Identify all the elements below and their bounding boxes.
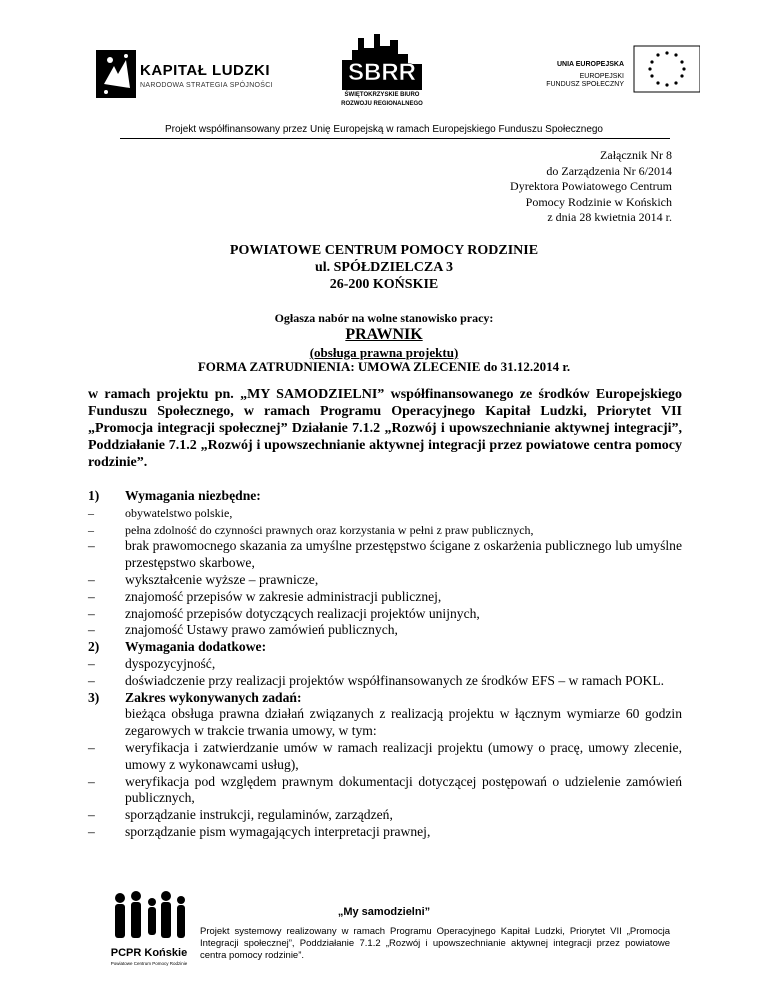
list-item-text: weryfikacja pod względem prawnym dokumentacji dotyczącej postępowań o udzielenie zamówień publicznych, bbox=[125, 773, 682, 806]
section-title: Zakres wykonywanych zadań: bbox=[125, 689, 302, 705]
list-item-text: sporządzanie pism wymagających interpretacji prawnej, bbox=[125, 823, 431, 839]
list-item bbox=[88, 673, 682, 690]
list-item-text: znajomość przepisów w zakresie administracji publicznej, bbox=[125, 588, 442, 604]
list-item-text: pełna zdolność do czynności prawnych oraz korzystania w pełni z praw publicznych, bbox=[125, 522, 534, 537]
annex-line: do Zarządzenia Nr 6/2014 bbox=[546, 163, 672, 178]
dash-marker: – bbox=[88, 739, 95, 755]
header-divider bbox=[120, 138, 670, 139]
list-item-text: weryfikacja i zatwierdzanie umów w ramach realizacji projektu (umowy o pracę, umowy zlecenie, umowy z wykonawcami usług), bbox=[125, 739, 682, 772]
list-item bbox=[88, 538, 682, 572]
list-item bbox=[88, 572, 682, 589]
position-title: PRAWNIK bbox=[345, 326, 423, 343]
list-item-text: dyspozycyjność, bbox=[125, 655, 216, 671]
dash-marker: – bbox=[88, 588, 95, 604]
org-street: ul. SPÓŁDZIELCZA 3 bbox=[314, 260, 454, 275]
pcpr-logo bbox=[106, 886, 192, 970]
list-item-text: znajomość przepisów dotyczących realizacji projektów unijnych, bbox=[125, 605, 480, 621]
list-item-text: brak prawomocnego skazania za umyślne przestępstwo ścigane z oskarżenia publicznego lub umyślne przestępstwo skarbowe, bbox=[125, 538, 682, 571]
dash-marker: – bbox=[88, 807, 95, 823]
sbrr-line2: ROZWOJU REGIONALNEGO bbox=[341, 101, 423, 107]
pcpr-logo-name: PCPR Końskie bbox=[110, 947, 188, 959]
list-item-text: sporządzanie instrukcji, regulaminów, zarządzeń, bbox=[125, 807, 393, 823]
list-item bbox=[88, 622, 682, 639]
dash-marker: – bbox=[88, 571, 95, 587]
dash-marker: – bbox=[88, 538, 95, 554]
annex-block bbox=[412, 148, 672, 226]
section-marker: 2) bbox=[88, 639, 100, 655]
section-marker: 3) bbox=[88, 689, 100, 705]
requirements-list bbox=[88, 488, 682, 841]
list-item bbox=[88, 606, 682, 623]
dash-marker: – bbox=[88, 605, 95, 621]
eu-line1: UNIA EUROPEJSKA bbox=[556, 61, 624, 68]
dash-marker: – bbox=[88, 773, 95, 789]
sbrr-logo-text: SBRR bbox=[347, 59, 417, 86]
sbrr-logo bbox=[318, 30, 446, 110]
annex-line: Dyrektora Powiatowego Centrum bbox=[510, 179, 672, 193]
employment-form: FORMA ZATRUDNIENIA: UMOWA ZLECENIE do 31.12.2014 r. bbox=[197, 359, 571, 374]
section-marker: 1) bbox=[88, 488, 100, 503]
people-silhouettes-icon bbox=[115, 891, 185, 938]
list-item-text: wykształcenie wyższe – prawnicze, bbox=[125, 571, 319, 587]
kapital-ludzki-subtitle: NARODOWA STRATEGIA SPÓJNOŚCI bbox=[140, 82, 273, 89]
footer-title: „My samodzielni” bbox=[337, 906, 431, 918]
section-heading bbox=[88, 690, 682, 707]
list-item bbox=[88, 589, 682, 606]
annex-line: Załącznik Nr 8 bbox=[600, 148, 672, 162]
annex-line: z dnia 28 kwietnia 2014 r. bbox=[547, 210, 672, 224]
dash-marker: – bbox=[88, 672, 95, 688]
project-paragraph: w ramach projektu pn. „MY SAMODZIELNI” współfinansowanego ze środków Europejskiego Funduszu Społecznego, w ramach Programu Operacyjnego Kapitał Ludzki, Priorytet VII „Promocja integracji społecznej” Działanie 7.1.2 „Rozwój i upowszechnianie aktywnej integracji”, Poddziałanie 7.1.2 „Rozwój i upowszechnianie aktywnej integracji przez powiatowe centra pomocy rodzinie”. bbox=[88, 387, 682, 470]
pcpr-logo-sub: Powiatowe Centrum Pomocy Rodzinie bbox=[110, 961, 188, 966]
section-heading bbox=[88, 488, 682, 505]
dash-marker: – bbox=[88, 505, 94, 520]
section-heading bbox=[88, 639, 682, 656]
eu-line3: FUNDUSZ SPOŁECZNY bbox=[546, 81, 624, 88]
list-item-text: znajomość Ustawy prawo zamówień publicznych, bbox=[125, 622, 398, 638]
list-item-text: obywatelstwo polskie, bbox=[125, 505, 233, 520]
annex-line: Pomocy Rodzinie w Końskich bbox=[525, 194, 672, 209]
sbrr-line1: ŚWIĘTOKRZYSKIE BIURO bbox=[344, 92, 420, 98]
section-intro: bieżąca obsługa prawna działań związanych z realizacją projektu w łącznym wymiarze 60 godzin zegarowych w trakcie trwania umowy, w tym: bbox=[125, 706, 682, 739]
dash-marker: – bbox=[88, 655, 95, 671]
position-subtitle: (obsługa prawna projektu) bbox=[309, 345, 459, 360]
list-item bbox=[88, 505, 682, 522]
dash-marker: – bbox=[88, 522, 94, 537]
footer-text: Projekt systemowy realizowany w ramach Programu Operacyjnego Kapitał Ludzki, Priorytet VII „Promocja Integracji społecznej”, Poddziałanie 7.1.2 „Rozwój i upowszechnianie aktywnej integracji przez powiatowe centra pomocy rodzinie”. bbox=[200, 926, 670, 961]
list-item bbox=[88, 807, 682, 824]
dash-marker: – bbox=[88, 622, 95, 638]
list-item-text: doświadczenie przy realizacji projektów współfinansowanych ze środków EFS – w ramach POKL. bbox=[125, 672, 665, 688]
dash-marker: – bbox=[88, 823, 95, 839]
recruitment-notice: Ogłasza nabór na wolne stanowisko pracy: bbox=[274, 311, 494, 325]
org-city: 26-200 KOŃSKIE bbox=[329, 277, 439, 292]
section-title: Wymagania niezbędne: bbox=[125, 488, 261, 503]
list-item bbox=[88, 774, 682, 808]
org-name: POWIATOWE CENTRUM POMOCY RODZINIE bbox=[229, 243, 539, 258]
cofinanced-note: Projekt współfinansowany przez Unię Europejską w ramach Europejskiego Funduszu Społecznego bbox=[164, 124, 603, 135]
section-title: Wymagania dodatkowe: bbox=[125, 639, 267, 655]
eu-line2: EUROPEJSKI bbox=[579, 73, 624, 80]
list-item bbox=[88, 522, 682, 539]
list-item bbox=[88, 824, 682, 841]
kapital-ludzki-title: KAPITAŁ LUDZKI bbox=[140, 62, 271, 79]
list-item bbox=[88, 740, 682, 774]
list-item bbox=[88, 656, 682, 673]
